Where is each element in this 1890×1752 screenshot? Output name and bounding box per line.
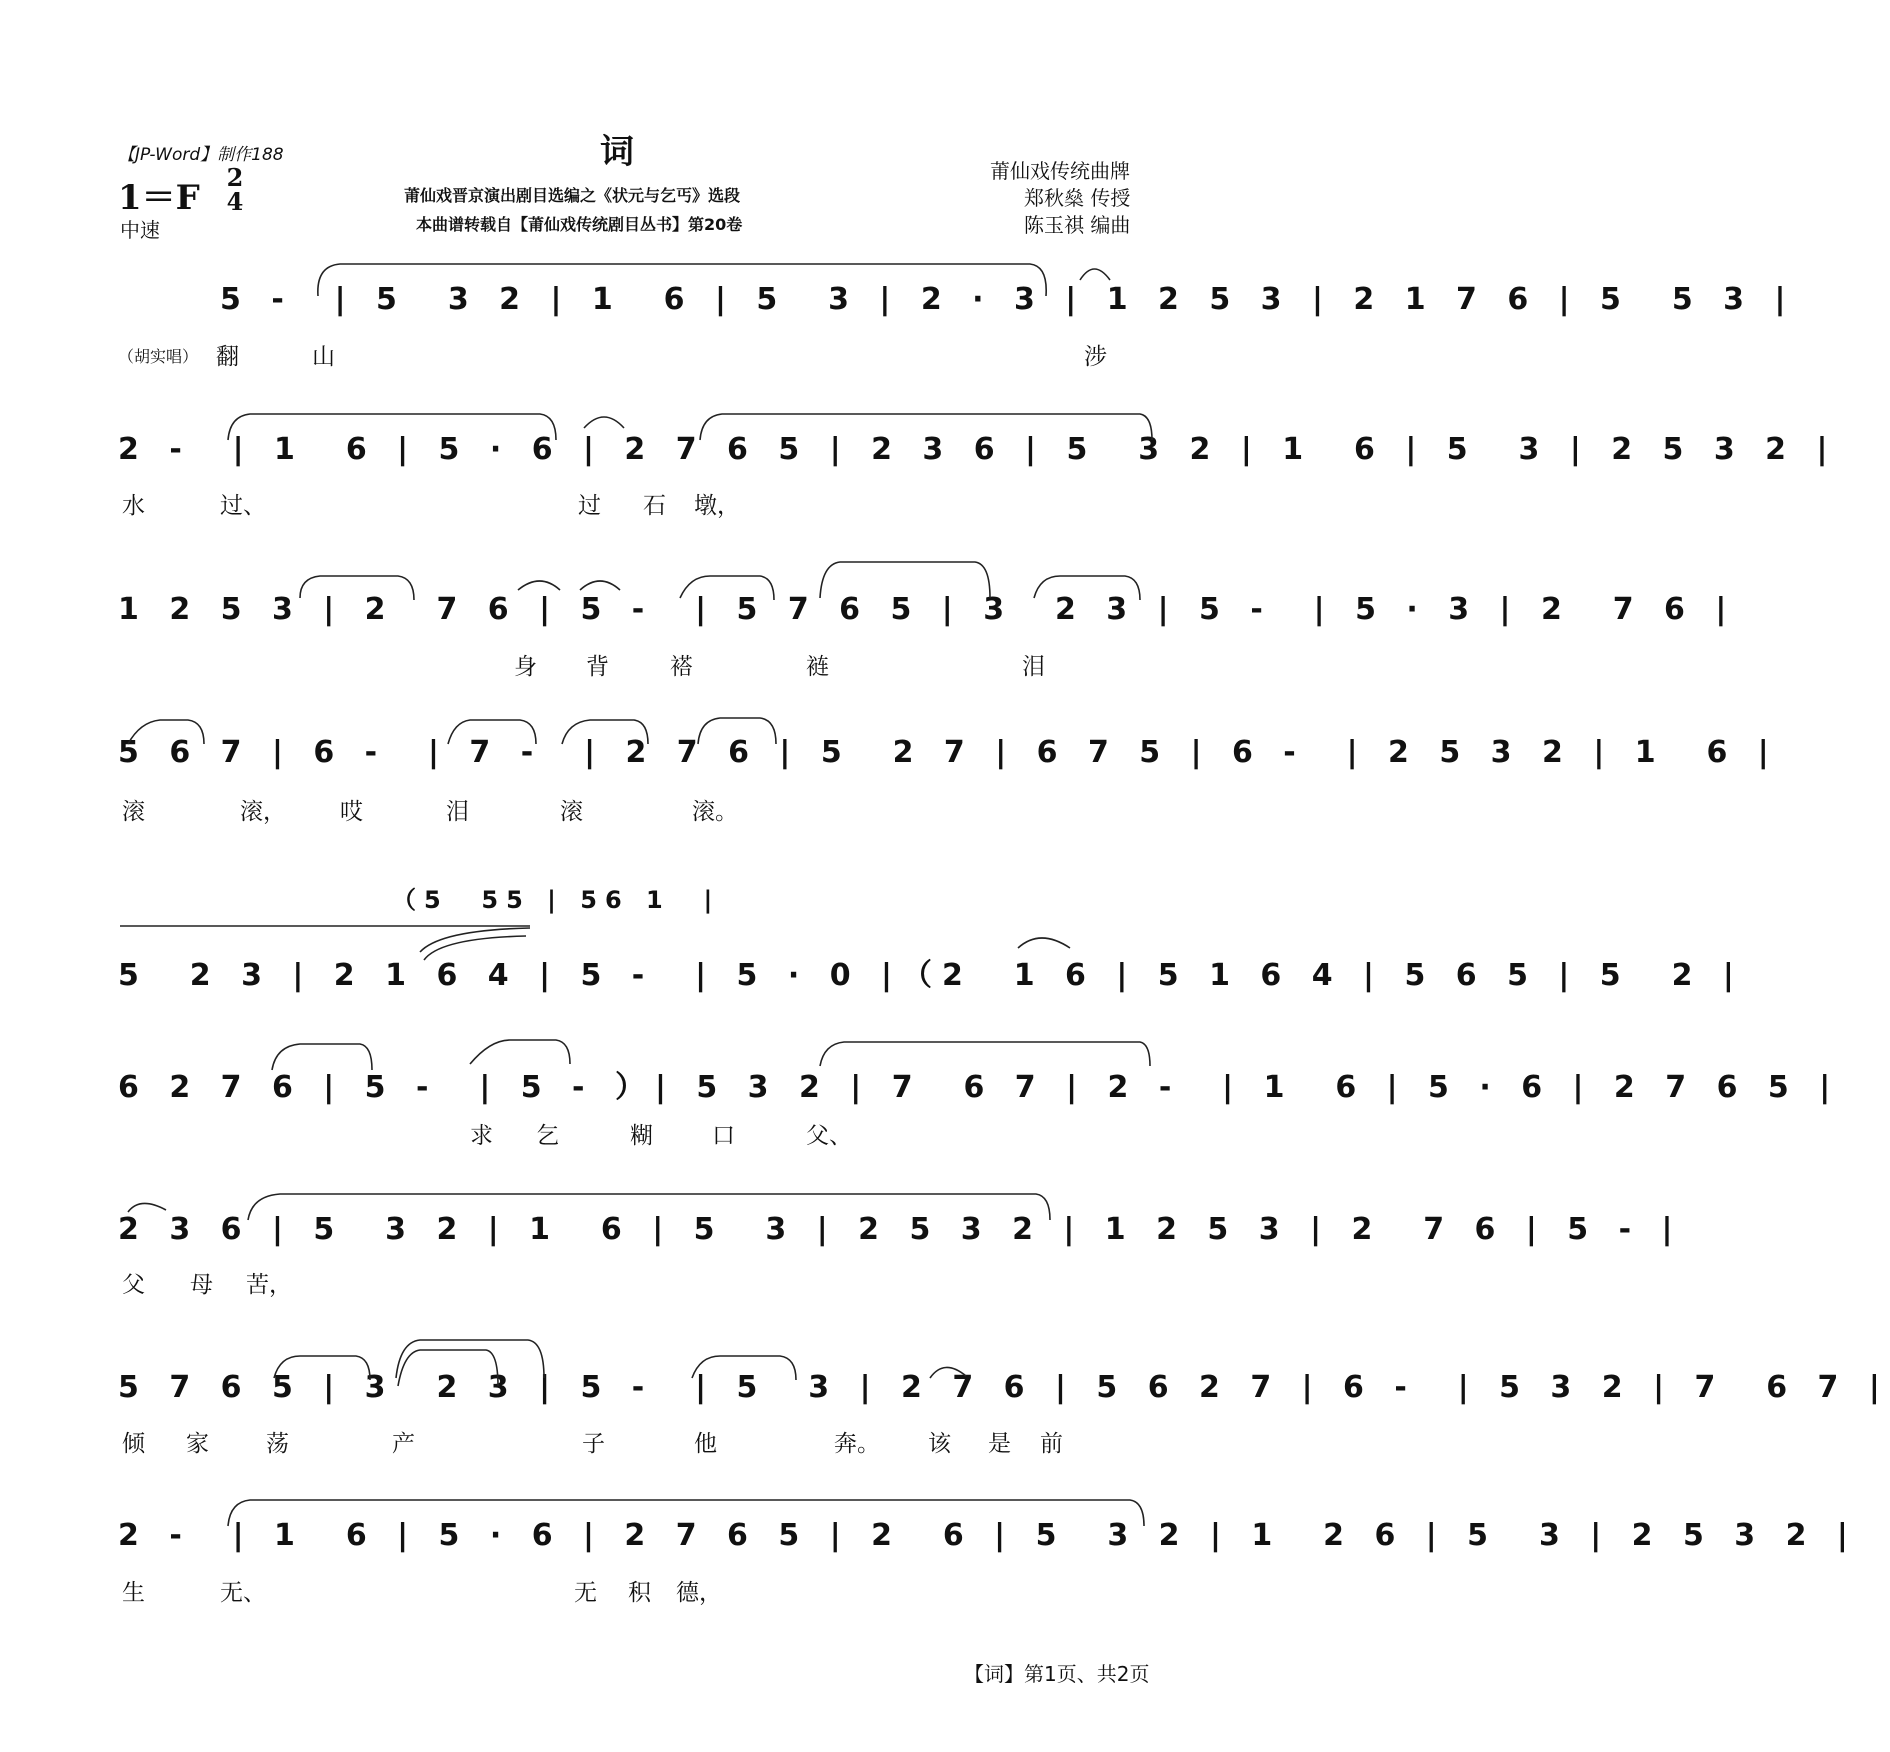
lyric-syllable: 滚: [560, 799, 583, 825]
lyric-syllable: 该: [928, 1431, 951, 1457]
credit-line-3: 陈玉祺 编曲: [1024, 213, 1131, 237]
page-footer: 【词】第1页、共2页: [964, 1662, 1150, 1686]
lyric-syllable: 水: [122, 493, 145, 519]
slur-mark: [228, 1500, 1144, 1526]
lyric-syllable: 滚。: [692, 799, 738, 825]
subtitle-line-2: 本曲谱转载自【莆仙戏传统剧目丛书】第20卷: [416, 215, 743, 234]
producer-credit: 【JP-Word】制作188: [118, 145, 284, 165]
slur-mark: [930, 1367, 966, 1378]
score-system-1-notes: 5 - | 5 3 2 | 1 6 | 5 3 | 2 · 3 | 1 2 5 3 | 2 1 7 6 | 5 5 3 |: [220, 282, 1796, 317]
lyric-syllable: 父: [122, 1272, 145, 1298]
lyric-syllable: 前: [1040, 1431, 1063, 1457]
lyric-syllable: 倾: [122, 1431, 145, 1457]
lyric-syllable: 翻: [216, 344, 239, 370]
slur-mark: [562, 720, 648, 744]
slur-mark: [1018, 938, 1070, 948]
score-system-4-notes: 5 6 7 | 6 - | 7 - | 2 7 6 | 5 2 7 | 6 7 5 | 6 - | 2 5 3 2 | 1 6 |: [118, 735, 1779, 770]
slur-mark: [518, 581, 560, 590]
score-system-6-notes: 6 2 7 6 | 5 - | 5 - ）| 5 3 2 | 7 6 7 | 2 - | 1 6 | 5 · 6 | 2 7 6 5 |: [118, 1070, 1841, 1105]
lyric-syllable: 求: [470, 1123, 493, 1149]
slur-mark: [820, 562, 990, 598]
slur-mark: [248, 1194, 1050, 1220]
slur-mark: [1080, 269, 1110, 280]
lyric-syllable: 墩，: [694, 493, 740, 519]
page-title: 词: [600, 132, 634, 172]
time-signature-top: 2: [226, 163, 244, 192]
slur-mark: [128, 1203, 166, 1212]
slur-mark: [584, 417, 624, 428]
lyric-syllable: 哎: [340, 799, 363, 825]
slur-mark: [396, 1340, 544, 1378]
lyric-syllable: 山: [312, 344, 335, 370]
slur-mark: [274, 1356, 370, 1380]
lyric-syllable: 褡: [670, 654, 693, 680]
slur-mark: [580, 581, 620, 590]
lyric-syllable: 苦，: [246, 1272, 292, 1298]
lyric-syllable: 石: [643, 493, 666, 519]
lyric-syllable: 泪: [1022, 654, 1045, 680]
lyric-syllable: 过: [578, 493, 601, 519]
alternate-line-notes: （5 55 | 56 1 |: [392, 886, 721, 914]
credit-line-1: 莆仙戏传统曲牌: [990, 159, 1130, 183]
slur-mark: [448, 720, 536, 744]
lyric-syllable: 德，: [676, 1580, 722, 1606]
tempo-marking: 中速: [120, 218, 160, 242]
score-system-2-notes: 2 - | 1 6 | 5 · 6 | 2 7 6 5 | 2 3 6 | 5 3 2 | 1 6 | 5 3 | 2 5 3 2 |: [118, 432, 1838, 467]
lyric-syllable: 生: [122, 1580, 145, 1606]
lyric-syllable: 乞: [536, 1123, 559, 1149]
subtitle-line-1: 莆仙戏晋京演出剧目选编之《状元与乞丐》选段: [404, 186, 741, 205]
lyric-syllable: 母: [190, 1272, 213, 1298]
slur-mark: [1034, 576, 1140, 600]
slur-mark: [128, 720, 204, 744]
lyric-syllable: 无: [574, 1580, 597, 1606]
slur-mark: [692, 1356, 796, 1380]
lyric-syllable: 无、: [220, 1580, 266, 1606]
slur-mark: [698, 718, 776, 744]
lyric-syllable: 泪: [446, 799, 469, 825]
score-system-8-notes: 5 7 6 5 | 3 2 3 | 5 - | 5 3 | 2 7 6 | 5 6 2 7 | 6 - | 5 3 2 | 7 6 7 |: [118, 1370, 1890, 1405]
lyric-syllable: 他: [694, 1431, 717, 1457]
slur-mark: [300, 576, 414, 600]
score-system-7-notes: 2 3 6 | 5 3 2 | 1 6 | 5 3 | 2 5 3 2 | 1 2 5 3 | 2 7 6 | 5 - |: [118, 1212, 1683, 1247]
lyric-syllable: 滚，: [240, 799, 286, 825]
lyric-syllable: 裢: [806, 654, 829, 680]
lyric-syllable: 子: [582, 1431, 605, 1457]
score-system-3-notes: 1 2 5 3 | 2 7 6 | 5 - | 5 7 6 5 | 3 2 3 | 5 - | 5 · 3 | 2 7 6 |: [118, 592, 1737, 627]
lyric-syllable: 家: [186, 1431, 209, 1457]
slur-mark: [318, 264, 1046, 296]
credit-line-2: 郑秋燊 传授: [1024, 186, 1131, 210]
lyric-syllable: 背: [586, 654, 609, 680]
slur-mark: [228, 414, 556, 440]
lyric-syllable: 荡: [266, 1431, 289, 1457]
lyric-syllable: 口: [712, 1123, 735, 1149]
key-signature: 1＝F: [118, 178, 200, 218]
lyric-syllable: 身: [514, 654, 537, 680]
lyric-syllable: 父、: [806, 1123, 852, 1149]
lyric-syllable: 糊: [630, 1123, 653, 1149]
lyric-syllable: 是: [988, 1431, 1011, 1457]
slur-mark: [470, 1040, 570, 1064]
lyric-syllable: 涉: [1084, 344, 1107, 370]
time-signature-bottom: 4: [226, 187, 244, 216]
score-system-5-notes: 5 2 3 | 2 1 6 4 | 5 - | 5 · 0 |（2 1 6 | 5 1 6 4 | 5 6 5 | 5 2 |: [118, 958, 1744, 993]
lyric-syllable: 过、: [220, 493, 266, 519]
slur-mark: [398, 1350, 498, 1386]
lyric-syllable: 奔。: [834, 1431, 880, 1457]
score-system-9-notes: 2 - | 1 6 | 5 · 6 | 2 7 6 5 | 2 6 | 5 3 2 | 1 2 6 | 5 3 | 2 5 3 2 |: [118, 1518, 1858, 1553]
slur-mark: [700, 414, 1152, 440]
lyric-syllable: 产: [392, 1431, 415, 1457]
slur-mark: [680, 576, 774, 600]
slur-mark: [272, 1044, 372, 1070]
singer-label: （胡实唱）: [118, 347, 199, 366]
slur-mark: [820, 1042, 1150, 1066]
lyric-syllable: 滚: [122, 799, 145, 825]
lyric-syllable: 积: [628, 1580, 651, 1606]
